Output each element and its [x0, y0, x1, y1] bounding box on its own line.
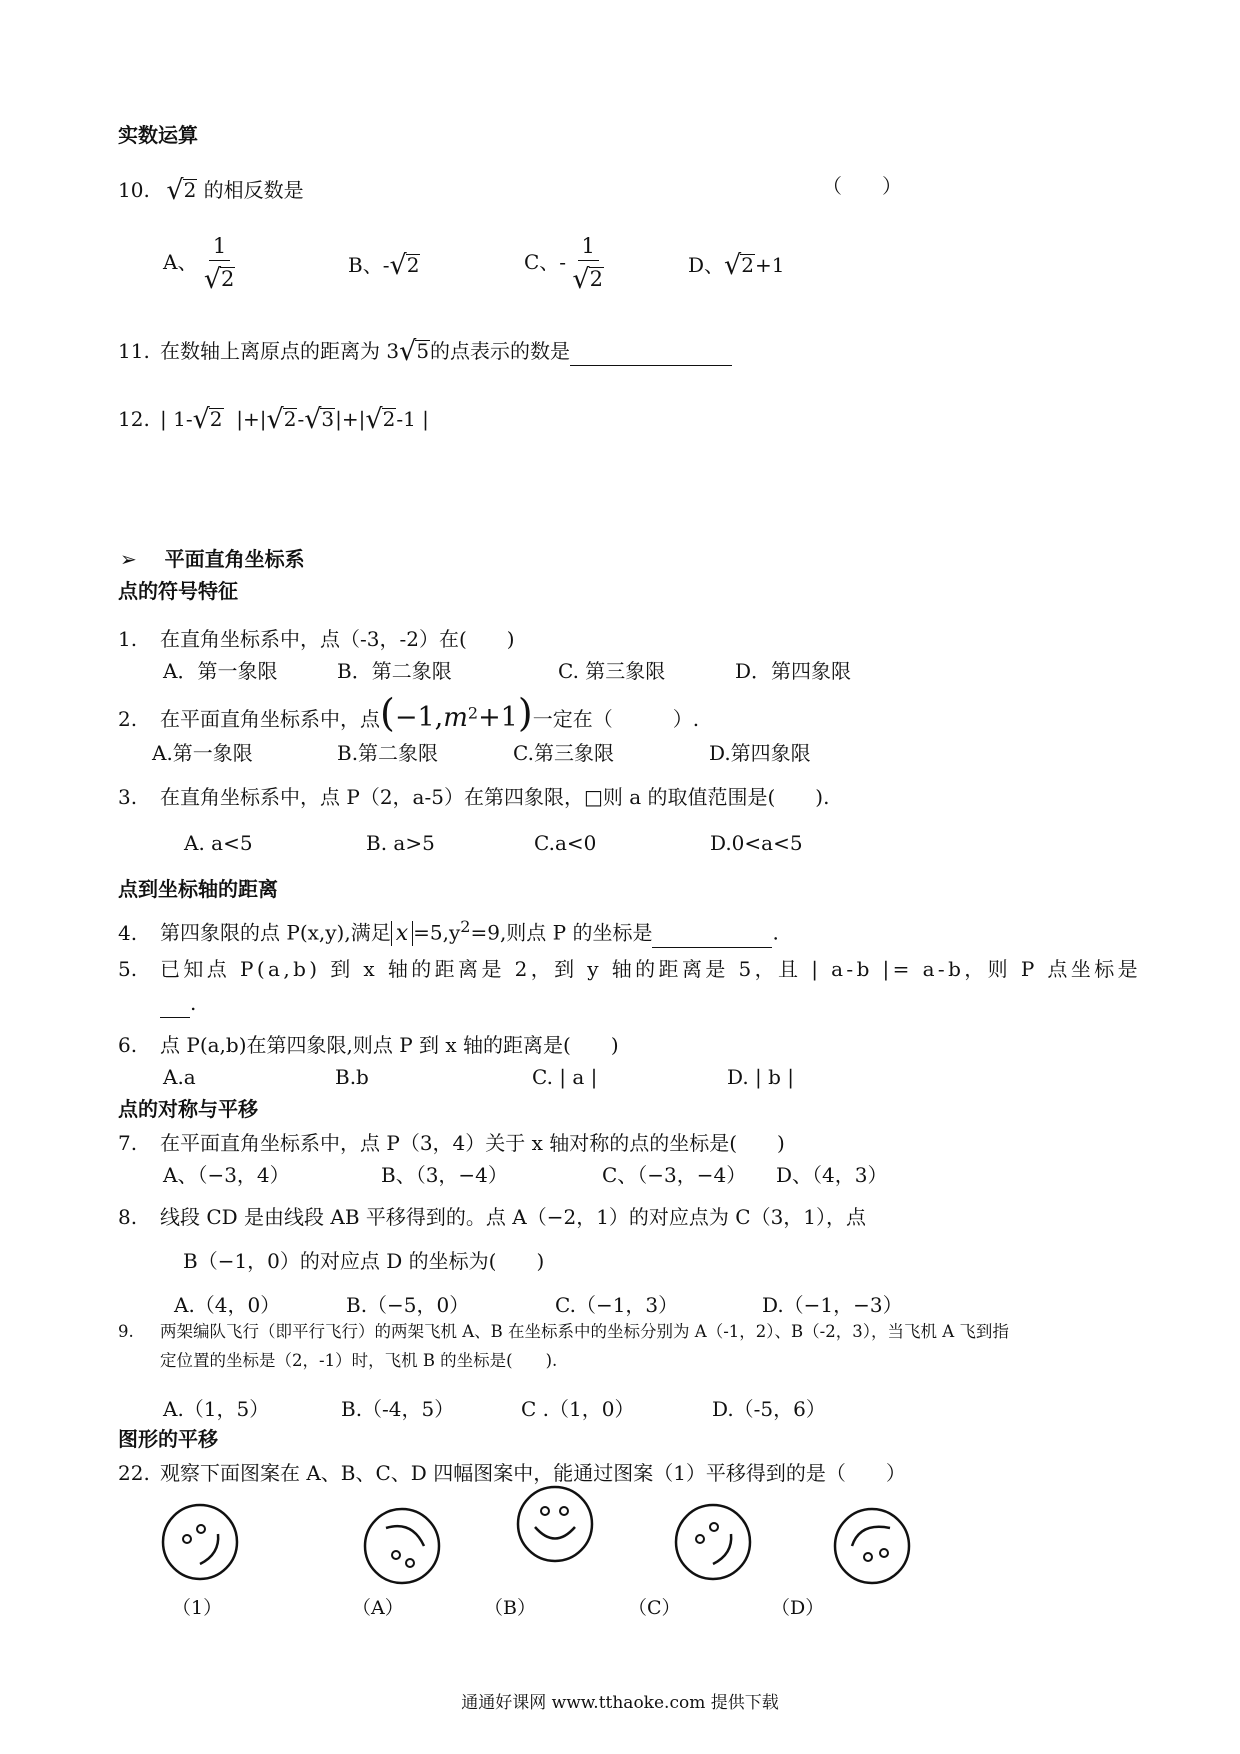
q8-option-b: B.（−5，0） — [346, 1293, 470, 1317]
section-title-figure-translation: 图形的平移 — [118, 1427, 218, 1451]
question-10: 10. √2 的相反数是 — [118, 175, 304, 206]
q8-option-d: D.（−1，−3） — [762, 1293, 903, 1317]
q6-option-c: C. | a | — [532, 1065, 598, 1089]
arrow-bullet-icon: ➢ — [120, 547, 137, 571]
q6-option-b: B.b — [335, 1065, 369, 1089]
q8-option-c: C.（−1，3） — [555, 1293, 679, 1317]
q3-option-b: B. a>5 — [366, 831, 435, 855]
q2-option-a: A.第一象限 — [152, 741, 253, 765]
smiley-face-c — [673, 1502, 753, 1582]
figure-label-b: （B） — [484, 1597, 536, 1619]
q9-option-c: C .（1，0） — [521, 1397, 635, 1421]
q9-option-a: A.（1，5） — [163, 1397, 270, 1421]
q1-option-b: B．第二象限 — [337, 659, 452, 683]
q10-option-d: D、√2+1 — [688, 250, 785, 281]
q9-option-d: D.（-5，6） — [712, 1397, 826, 1421]
q8-option-a: A.（4，0） — [174, 1293, 281, 1317]
section-title-symmetry: 点的对称与平移 — [118, 1097, 258, 1121]
question-2: 2. 在平面直角坐标系中，点$(-1,m^2+1)$一定在（ ）. — [118, 691, 700, 735]
q7-option-b: B、（3，−4） — [381, 1163, 508, 1187]
q10-option-c: C、- $\frac{1}{√2}$ — [524, 234, 604, 296]
question-1: 1. 在直角坐标系中，点（-3，-2）在( ) — [118, 627, 515, 651]
question-4: 4. 第四象限的点 P(x,y),满足 $x =5,y^2=9$,则点 P 的坐标是 . — [118, 917, 779, 946]
q9-option-b: B.（-4，5） — [341, 1397, 455, 1421]
question-11: 11. 在数轴上离原点的距离为 3√5的点表示的数是 — [118, 336, 732, 366]
question-9: 9. 两架编队飞行（即平行飞行）的两架飞机 A、B 在坐标系中的坐标分别为 A（-1，2）、B（-2，3），当飞机 A 飞到指 — [118, 1322, 1009, 1341]
question-9-line2: 定位置的坐标是（2，-1）时，飞机 B 的坐标是( ). — [160, 1351, 558, 1370]
question-22: 22. 观察下面图案在 A、B、C、D 四幅图案中，能通过图案（1）平移得到的是（ ） — [118, 1461, 906, 1485]
section-title-distance: 点到坐标轴的距离 — [118, 877, 278, 901]
section-title-sign: 点的符号特征 — [118, 579, 238, 603]
q10-option-a: A、 $\frac{1}{√2}$ — [163, 234, 235, 296]
smiley-face-b — [515, 1484, 595, 1564]
question-8-line2: B（−1，0）的对应点 D 的坐标为( ) — [183, 1249, 545, 1273]
q6-option-a: A.a — [163, 1065, 196, 1089]
question-number: 10. — [118, 178, 150, 202]
answer-paren: （ ） — [822, 174, 902, 198]
q3-option-c: C.a<0 — [534, 831, 597, 855]
answer-blank[interactable] — [652, 924, 772, 948]
smiley-face-d — [832, 1506, 912, 1586]
q1-option-d: D．第四象限 — [735, 659, 852, 683]
q7-option-d: D、（4，3） — [776, 1163, 888, 1187]
question-5: 5. 已知点 P(a,b) 到 x 轴的距离是 2，到 y 轴的距离是 5，且 | a-b |= a-b，则 P 点坐标是 — [118, 957, 1142, 981]
question-7: 7. 在平面直角坐标系中，点 P（3，4）关于 x 轴对称的点的坐标是( ) — [118, 1131, 785, 1155]
q2-option-c: C.第三象限 — [513, 741, 614, 765]
answer-blank[interactable] — [570, 342, 732, 366]
figure-label-c: （C） — [628, 1597, 681, 1619]
q2-option-b: B.第二象限 — [337, 741, 439, 765]
question-12: 12. | 1-√2 |+|√2-√3|+|√2-1 | — [118, 404, 429, 435]
figure-label-a: （A） — [352, 1597, 404, 1619]
q6-option-d: D. | b | — [727, 1065, 795, 1089]
section-title-coord-system: ➢ 平面直角坐标系 — [120, 547, 305, 571]
q1-option-c: C. 第三象限 — [558, 659, 666, 683]
q2-option-d: D.第四象限 — [709, 741, 811, 765]
q5-answer-line: . — [160, 992, 196, 1018]
answer-blank[interactable] — [160, 994, 190, 1018]
q3-option-a: A. a<5 — [184, 831, 253, 855]
q1-option-a: A．第一象限 — [163, 659, 278, 683]
q7-option-a: A、（−3，4） — [163, 1163, 290, 1187]
q3-option-d: D.0<a<5 — [710, 831, 803, 855]
q10-option-b: B、-√2 — [348, 250, 420, 281]
figure-label-d: （D） — [771, 1597, 825, 1619]
section-title-real-ops: 实数运算 — [118, 123, 198, 147]
question-6: 6. 点 P(a,b)在第四象限,则点 P 到 x 轴的距离是( ) — [118, 1033, 619, 1057]
smiley-face-a — [362, 1506, 442, 1586]
question-3: 3. 在直角坐标系中，点 P（2，a-5）在第四象限，□则 a 的取值范围是( ). — [118, 785, 830, 809]
q7-option-c: C、（−3，−4） — [602, 1163, 747, 1187]
page-footer: 通通好课网 www.tthaoke.com 提供下载 — [461, 1693, 779, 1713]
question-8: 8. 线段 CD 是由线段 AB 平移得到的。点 A（−2，1）的对应点为 C（3，1），点 — [118, 1205, 867, 1229]
figure-label-1: （1） — [172, 1597, 223, 1619]
smiley-face-1 — [160, 1502, 240, 1582]
